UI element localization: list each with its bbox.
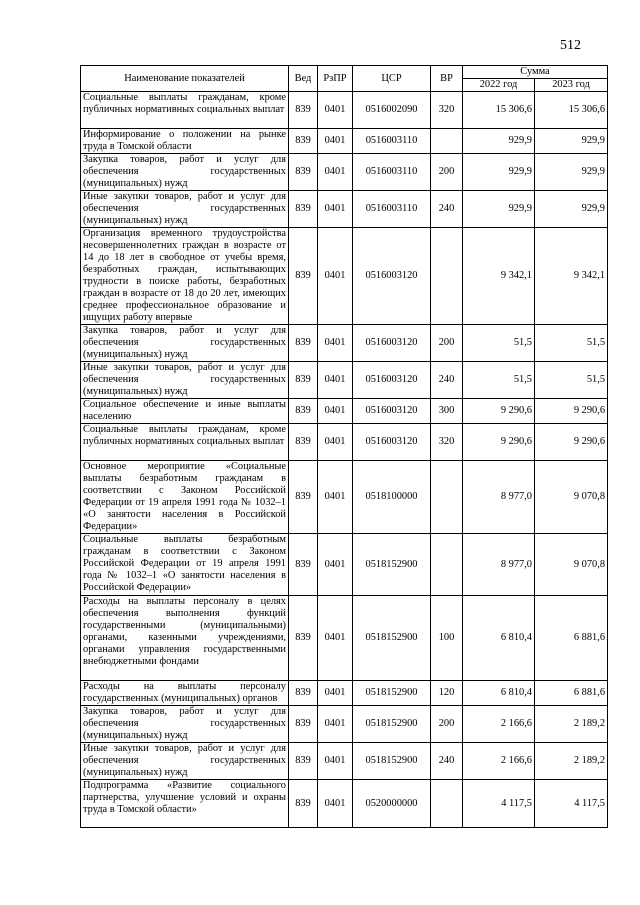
row-sum-2022: 9 290,6 [463,424,535,461]
row-rzpr: 0401 [318,191,353,228]
row-ved: 839 [289,780,318,828]
table-body [81,92,608,828]
header-vr: ВР [431,66,463,92]
row-ved: 839 [289,325,318,362]
row-csr: 0516003120 [353,362,431,399]
budget-table [80,65,608,828]
header-csr: ЦСР [353,66,431,92]
row-sum-2023: 51,5 [535,362,608,399]
row-vr: 200 [431,706,463,743]
row-sum-2023: 2 189,2 [535,743,608,780]
row-csr: 0516003120 [353,228,431,325]
table-row [81,706,608,743]
row-sum-2022: 929,9 [463,154,535,191]
row-rzpr: 0401 [318,362,353,399]
row-sum-2022: 929,9 [463,129,535,154]
row-csr: 0518152900 [353,743,431,780]
row-sum-2023: 929,9 [535,129,608,154]
row-ved: 839 [289,228,318,325]
row-name: Социальные выплаты безработным гражданам в соответствии с Законом Российской Федерации от 19 апреля 1991 года № 1032–1 «О занятости населения в Российской Федерации» [81,534,289,596]
table-row [81,424,608,461]
row-name: Социальное обеспечение и иные выплаты населению [81,399,289,424]
table-row [81,534,608,596]
header-rzpr: РзПР [318,66,353,92]
row-vr [431,129,463,154]
row-name: Закупка товаров, работ и услуг для обеспечения государственных (муниципальных) нужд [81,325,289,362]
row-name: Расходы на выплаты персоналу государственных (муниципальных) органов [81,681,289,706]
row-name: Иные закупки товаров, работ и услуг для обеспечения государственных (муниципальных) нужд [81,743,289,780]
row-sum-2023: 2 189,2 [535,706,608,743]
row-ved: 839 [289,191,318,228]
row-name: Социальные выплаты гражданам, кроме публичных нормативных социальных выплат [81,424,289,461]
table-row [81,743,608,780]
row-ved: 839 [289,534,318,596]
row-name: Расходы на выплаты персоналу в целях обеспечения выполнения функций государственными (муниципальными) органами, казенными учреждениями, органами управления государственными внебюджетными фондами [81,596,289,681]
row-rzpr: 0401 [318,780,353,828]
table-row [81,191,608,228]
row-sum-2022: 9 342,1 [463,228,535,325]
row-sum-2023: 15 306,6 [535,92,608,129]
row-ved: 839 [289,706,318,743]
row-ved: 839 [289,399,318,424]
row-rzpr: 0401 [318,228,353,325]
header-2023: 2023 год [535,79,608,92]
row-csr: 0516002090 [353,92,431,129]
row-name: Иные закупки товаров, работ и услуг для обеспечения государственных (муниципальных) нужд [81,362,289,399]
row-sum-2023: 6 881,6 [535,681,608,706]
row-ved: 839 [289,743,318,780]
row-sum-2023: 9 342,1 [535,228,608,325]
row-vr: 240 [431,191,463,228]
row-sum-2022: 15 306,6 [463,92,535,129]
row-sum-2022: 51,5 [463,362,535,399]
table-row [81,325,608,362]
table-row [81,362,608,399]
row-sum-2022: 2 166,6 [463,743,535,780]
row-csr: 0518152900 [353,706,431,743]
row-vr: 320 [431,424,463,461]
row-vr: 240 [431,362,463,399]
row-rzpr: 0401 [318,424,353,461]
row-sum-2023: 9 070,8 [535,461,608,534]
table-row [81,92,608,129]
row-rzpr: 0401 [318,534,353,596]
row-vr: 100 [431,596,463,681]
row-csr: 0518100000 [353,461,431,534]
table-row [81,154,608,191]
row-csr: 0516003110 [353,154,431,191]
row-sum-2023: 9 290,6 [535,399,608,424]
row-sum-2023: 6 881,6 [535,596,608,681]
row-ved: 839 [289,92,318,129]
row-vr [431,534,463,596]
row-vr: 300 [431,399,463,424]
row-name: Закупка товаров, работ и услуг для обеспечения государственных (муниципальных) нужд [81,154,289,191]
row-rzpr: 0401 [318,596,353,681]
row-name: Социальные выплаты гражданам, кроме публичных нормативных социальных выплат [81,92,289,129]
row-name: Закупка товаров, работ и услуг для обеспечения государственных (муниципальных) нужд [81,706,289,743]
row-ved: 839 [289,362,318,399]
row-vr: 200 [431,154,463,191]
row-ved: 839 [289,596,318,681]
row-rzpr: 0401 [318,129,353,154]
table-row [81,780,608,828]
row-sum-2022: 51,5 [463,325,535,362]
row-csr: 0518152900 [353,534,431,596]
row-sum-2022: 929,9 [463,191,535,228]
row-sum-2023: 4 117,5 [535,780,608,828]
header-sum: Сумма [463,66,608,79]
page-number: 512 [560,38,581,53]
row-rzpr: 0401 [318,399,353,424]
row-rzpr: 0401 [318,92,353,129]
table-row [81,228,608,325]
header-2022: 2022 год [463,79,535,92]
row-rzpr: 0401 [318,461,353,534]
row-sum-2022: 2 166,6 [463,706,535,743]
row-vr: 200 [431,325,463,362]
row-vr [431,780,463,828]
row-ved: 839 [289,154,318,191]
row-sum-2022: 8 977,0 [463,461,535,534]
row-sum-2023: 51,5 [535,325,608,362]
table-row [81,461,608,534]
row-name: Информирование о положении на рынке труда в Томской области [81,129,289,154]
row-csr: 0518152900 [353,681,431,706]
row-csr: 0516003120 [353,325,431,362]
row-sum-2023: 929,9 [535,154,608,191]
row-rzpr: 0401 [318,154,353,191]
row-ved: 839 [289,681,318,706]
row-ved: 839 [289,461,318,534]
row-rzpr: 0401 [318,706,353,743]
table-row [81,596,608,681]
row-rzpr: 0401 [318,325,353,362]
row-name: Основное мероприятие «Социальные выплаты безработным гражданам в соответствии с Законом Российской Федерации от 19 апреля 1991 года № 1032–1 «О занятости населения в Российской Федерации» [81,461,289,534]
row-vr [431,461,463,534]
row-ved: 839 [289,129,318,154]
row-name: Подпрограмма «Развитие социального партнерства, улучшение условий и охраны труда в Томской области» [81,780,289,828]
row-vr [431,228,463,325]
row-name: Иные закупки товаров, работ и услуг для обеспечения государственных (муниципальных) нужд [81,191,289,228]
table-row [81,681,608,706]
row-sum-2023: 929,9 [535,191,608,228]
row-csr: 0516003120 [353,424,431,461]
row-csr: 0516003110 [353,191,431,228]
row-sum-2023: 9 290,6 [535,424,608,461]
header-name: Наименование показателей [81,66,289,92]
table-row [81,129,608,154]
row-sum-2023: 9 070,8 [535,534,608,596]
row-ved: 839 [289,424,318,461]
row-vr: 320 [431,92,463,129]
table-row [81,399,608,424]
row-csr: 0516003120 [353,399,431,424]
header-ved: Вед [289,66,318,92]
row-sum-2022: 6 810,4 [463,596,535,681]
row-rzpr: 0401 [318,743,353,780]
row-sum-2022: 9 290,6 [463,399,535,424]
row-sum-2022: 6 810,4 [463,681,535,706]
row-csr: 0520000000 [353,780,431,828]
row-vr: 240 [431,743,463,780]
row-csr: 0518152900 [353,596,431,681]
row-vr: 120 [431,681,463,706]
row-sum-2022: 8 977,0 [463,534,535,596]
row-rzpr: 0401 [318,681,353,706]
row-sum-2022: 4 117,5 [463,780,535,828]
row-csr: 0516003110 [353,129,431,154]
row-name: Организация временного трудоустройства несовершеннолетних граждан в возрасте от 14 до 18 лет в свободное от учебы время, безработных граждан, испытывающих трудности в поиске работы, безработных граждан в возрасте от 18 до 20 лет, имеющих среднее профессиональное образование и ищущих работу впервые [81,228,289,325]
